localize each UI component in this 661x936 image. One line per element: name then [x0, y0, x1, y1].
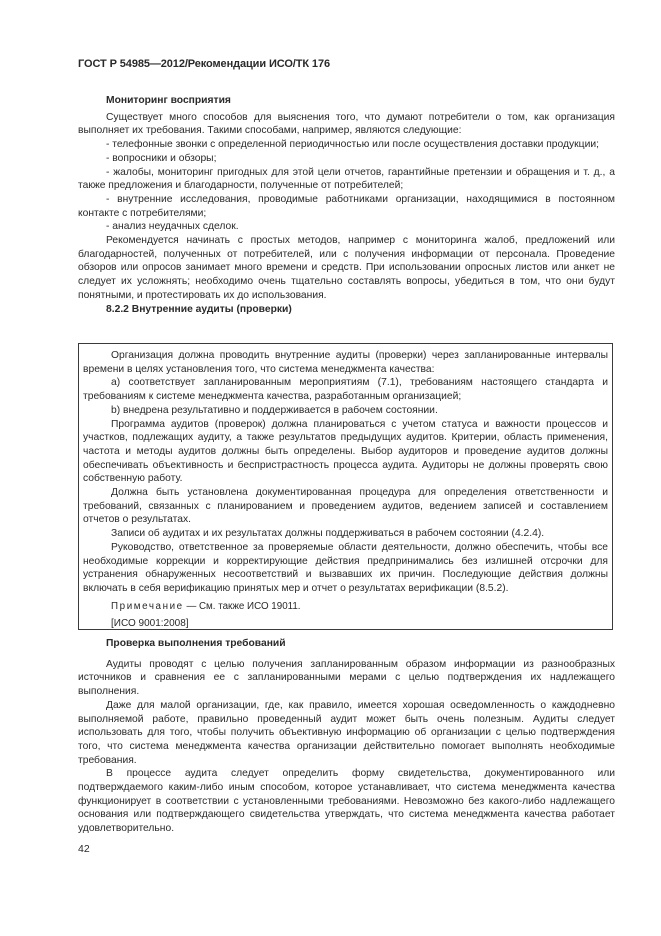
section-heading: Мониторинг восприятия [106, 95, 231, 106]
section-perception-monitoring [78, 94, 615, 316]
section-requirements-check [78, 637, 615, 836]
note-text: — См. также ИСО 19011. [183, 600, 301, 612]
list-item: a) соответствует запланированным мероприятиям (7.1), требованиям настоящего стандарта и требованиям к системе менеджмента качества, разработанным организацией; [83, 377, 608, 403]
standard-reference: [ИСО 9001:2008] [111, 618, 189, 630]
paragraph: Аудиты проводят с целью получения запланированным образом информации из разнообразных источников и сравнения ее с запланированными мерами с целью подтверждения их надлежащего выполнения. [78, 658, 615, 698]
paragraph: Должна быть установлена документированная процедура для определения ответственности и требований, связанных с планированием и проведением аудитов, ведением записей и составлением отчетов о результатах. [83, 487, 608, 526]
list-item: - внутренние исследования, проводимые работниками организации, находящимися в постоянном контакте с потребителями; [78, 193, 615, 219]
paragraph: Записи об аудитах и их результатах должны поддерживаться в рабочем состоянии (4.2.4). [111, 528, 545, 540]
paragraph: В процессе аудита следует определить форму свидетельства, документированного или подтверждаемого каким-либо иным способом, которое устанавливает, что система менеджмента качества функционирует в соответствии с установленными требованиями. Невозможно без какого-либо надлежащего основания или подтверждающего свидетельства утверждать, что система менеджмента качества работает удовлетворительно. [78, 768, 615, 835]
note [83, 600, 608, 614]
paragraph: Существует много способов для выяснения того, что думают потребители о том, как организация выполняет их требования. Такими способами, например, являются следующие: [78, 111, 615, 137]
list-item: - анализ неудачных сделок. [106, 221, 239, 233]
list-item: b) внедрена результативно и поддерживается в рабочем состоянии. [111, 404, 438, 416]
list-item: - вопросники и обзоры; [106, 152, 217, 164]
paragraph: Программа аудитов (проверок) должна планироваться с учетом статуса и важности процессов и участков, подлежащих аудиту, а также результатов предыдущих аудитов. Критерии, область применения, частота и методы аудитов должны быть определены. Выбор аудиторов и проведение аудитов должны обеспечивать объективность и беспристрастность процесса аудита. Аудиторы не должны проверять свою собственную работу. [83, 418, 608, 485]
standard-quote-box [78, 343, 613, 630]
section-heading: Проверка выполнения требований [106, 638, 286, 649]
page-number: 42 [78, 843, 90, 855]
subsection-heading: 8.2.2 Внутренние аудиты (проверки) [106, 303, 292, 315]
list-item: - телефонные звонки с определенной периодичностью или после осуществления доставки продукции; [106, 139, 599, 151]
note-label: Примечание [111, 600, 184, 612]
document-header: ГОСТ Р 54985—2012/Рекомендации ИСО/ТК 176 [78, 58, 330, 70]
paragraph: Руководство, ответственное за проверяемые области деятельности, должно обеспечить, чтобы все необходимые коррекции и корректирующие действия предпринимались без излишней отсрочки для устранения обнаруженных несоответствий и вызвавших их причин. Последующие действия должны включать в себя верификацию принятых мер и отчет о результатах верификации (8.5.2). [83, 541, 608, 594]
paragraph: Даже для малой организации, где, как правило, имеется хорошая осведомленность о каждодневно выполняемой работе, правильно проведенный аудит может быть очень полезным. Аудиты следует использовать для того, чтобы получить объективную информацию об организации с целью подтверждения того, что система менеджмента качества организации действительно помогает выполнять необходимые требования. [78, 699, 615, 766]
paragraph: Организация должна проводить внутренние аудиты (проверки) через запланированные интервалы времени в целях установления того, что система менеджмента качества: [83, 350, 608, 375]
list-item: - жалобы, мониторинг пригодных для этой цели отчетов, гарантийные претензии и обращения и т. д., а также предложения и благодарности, полученные от потребителей; [78, 166, 615, 192]
paragraph: Рекомендуется начинать с простых методов, например с мониторинга жалоб, предложений или благодарностей, полученных от потребителей, или с получения информации от персонала. Проведение обзоров или опросов занимает много времени и средств. При использовании опросных листов или анкет не следует их усложнять; необходимо очень тщательно составлять вопросы, убедиться в том, что они будут понятными, и протестировать их до использования. [78, 235, 615, 301]
